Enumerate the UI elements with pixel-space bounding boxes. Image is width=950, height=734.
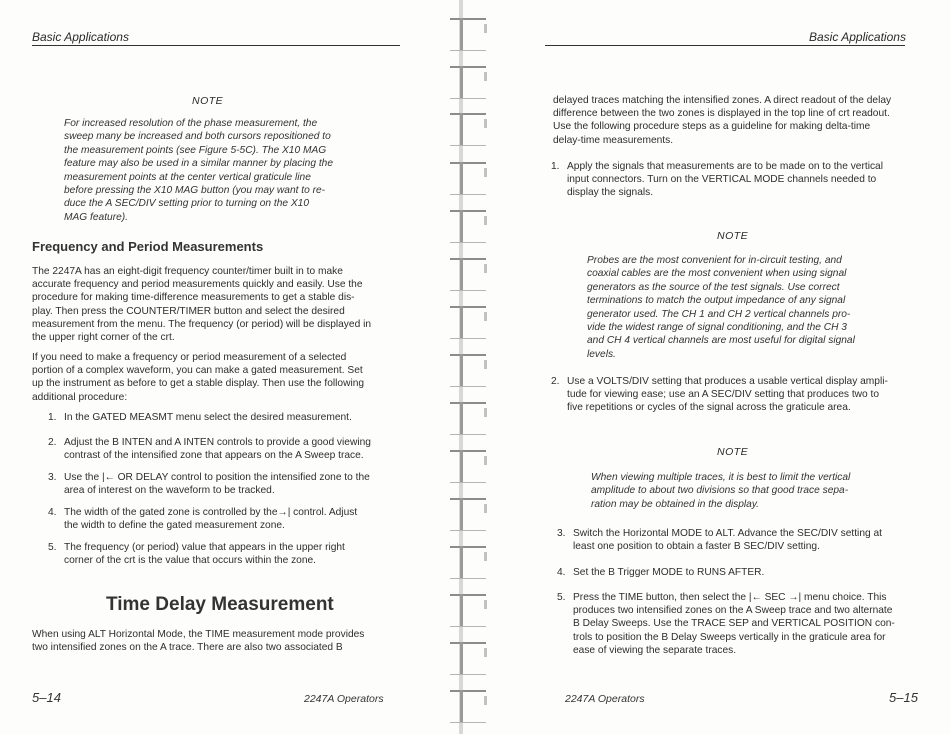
right-note-2-title: NOTE <box>717 446 749 458</box>
left-running-header: Basic Applications <box>32 30 129 44</box>
right-step-5 <box>557 591 938 657</box>
binding-ring <box>450 498 486 531</box>
binding-ring <box>450 210 486 243</box>
binding-ring <box>450 594 486 627</box>
note-line: coaxial cables are the most convenient when using signal <box>587 268 847 280</box>
step-line: The width of the gated zone is controlled by the→| control. Adjust <box>64 507 358 518</box>
step-number: 1. <box>48 412 57 423</box>
step-line: Apply the signals that measurements are to be made on to the vertical <box>567 161 883 172</box>
left-page-number: 5–14 <box>32 690 61 705</box>
step-line: The frequency (or period) value that appears in the upper right <box>64 542 345 553</box>
step-line: least one position to obtain a faster B SEC/DIV setting. <box>573 541 820 553</box>
right-header-rule <box>545 45 905 46</box>
step-line: five repetitions or cycles of the signal across the graticule area. <box>567 402 851 414</box>
binding-ring <box>450 18 486 51</box>
step-number: 3. <box>557 528 566 539</box>
left-note-title: NOTE <box>192 95 224 107</box>
note-line: MAG feature). <box>64 211 128 223</box>
step-number: 4. <box>557 567 566 578</box>
note-line: When viewing multiple traces, it is best to limit the vertical <box>591 472 851 483</box>
binding-ring <box>450 113 486 146</box>
note-line: the measurement points (see Figure 5-5C). The X10 MAG <box>64 144 327 156</box>
note-line: terminations to match the output impedance of any signal <box>587 295 846 307</box>
paragraph-line: Use the following procedure steps as a guideline for making delta-time <box>553 121 871 133</box>
paragraph-line: If you need to make a frequency or period measurement of a selected <box>32 352 347 363</box>
note-line: vide the widest range of signal conditioning, and the CH 3 <box>587 322 847 334</box>
step-line: input connectors. Turn on the VERTICAL MODE channels needed to <box>567 174 877 186</box>
paragraph-line: procedure for making time-difference measurements to get a stable dis- <box>32 292 355 304</box>
binding-ring <box>450 546 486 579</box>
right-note-2-body <box>591 471 901 511</box>
step-3 <box>48 471 404 497</box>
frequency-period-heading: Frequency and Period Measurements <box>32 239 264 254</box>
step-line: corner of the crt is the value that occurs within the zone. <box>64 555 316 567</box>
time-delay-paragraph <box>32 628 407 654</box>
step-number: 1. <box>551 161 560 172</box>
step-line: ease of viewing the separate traces. <box>573 644 737 656</box>
right-step-4 <box>557 566 933 579</box>
paragraph-line: accurate frequency and period measurements quickly and easily. Use the <box>32 279 363 291</box>
binding-ring <box>450 306 486 339</box>
gated-paragraph <box>32 351 407 404</box>
right-step-2 <box>551 375 927 415</box>
step-5 <box>48 541 404 567</box>
binding-ring <box>450 354 486 387</box>
step-line: display the signals. <box>567 187 654 199</box>
note-line: sweep many be increased and both cursors repositioned to <box>64 131 331 143</box>
step-line: Use the |← OR DELAY control to position the intensified zone to the <box>64 472 370 483</box>
right-step-3 <box>557 527 933 553</box>
paragraph-line: two intensified zones on the A trace. There are also two associated B <box>32 642 343 654</box>
binding-ring <box>450 258 486 291</box>
step-number: 3. <box>48 472 57 483</box>
note-line: amplitude to about two divisions so that good trace sepa- <box>591 485 849 497</box>
binding-ring <box>450 402 486 435</box>
step-line: Switch the Horizontal MODE to ALT. Advance the SEC/DIV setting at <box>573 528 882 539</box>
paragraph-line: portion of a complex waveform, you can make a gated measurement. Set <box>32 365 363 377</box>
note-line: generators as the source of the test signals. Use correct <box>587 281 840 293</box>
step-line: trols to position the B Delay Sweeps vertically in the graticule area for <box>573 631 886 643</box>
paragraph-line: delayed traces matching the intensified zones. A direct readout of the delay <box>553 95 892 106</box>
right-running-header: Basic Applications <box>809 30 906 44</box>
step-line: Press the TIME button, then select the |← SEC →| menu choice. This <box>573 592 887 603</box>
binding-ring <box>450 642 486 675</box>
step-line: Use a VOLTS/DIV setting that produces a usable vertical display ampli- <box>567 376 888 387</box>
note-line: and CH 4 vertical channels are most useful for digital signal <box>587 335 855 347</box>
right-note-1-title: NOTE <box>717 230 749 242</box>
frequency-paragraph <box>32 265 407 344</box>
paragraph-line: play. Then press the COUNTER/TIMER button and select the desired <box>32 305 345 317</box>
step-line: area of interest on the waveform to be tracked. <box>64 485 275 497</box>
paragraph-line: delay-time measurements. <box>553 134 674 146</box>
paragraph-line: additional procedure: <box>32 391 128 403</box>
right-intro-paragraph <box>553 94 913 147</box>
note-line: For increased resolution of the phase measurement, the <box>64 118 318 129</box>
step-number: 4. <box>48 507 57 518</box>
binding-ring <box>450 162 486 195</box>
paragraph-line: measurement from the menu. The frequency (or period) will be displayed in <box>32 318 371 330</box>
step-line: contrast of the intensified zone that appears on the A Sweep trace. <box>64 450 364 462</box>
paragraph-line: The 2247A has an eight-digit frequency counter/timer built in to make <box>32 266 343 277</box>
step-line: tude for viewing ease; use an A SEC/DIV setting that produces two to <box>567 389 880 401</box>
note-line: measurement points at the center vertical graticule line <box>64 171 311 183</box>
step-number: 2. <box>551 376 560 387</box>
time-delay-heading: Time Delay Measurement <box>106 594 334 615</box>
note-line: generator used. The CH 1 and CH 2 vertical channels pro- <box>587 308 851 320</box>
step-line: In the GATED MEASMT menu select the desired measurement. <box>64 412 352 423</box>
right-page-number: 5–15 <box>889 690 918 705</box>
step-line: Set the B Trigger MODE to RUNS AFTER. <box>573 567 765 578</box>
step-1 <box>48 411 404 424</box>
step-2 <box>48 436 404 462</box>
left-header-rule <box>32 45 400 46</box>
step-number: 2. <box>48 437 57 448</box>
right-step-1 <box>551 160 917 200</box>
paragraph-line: the upper right corner of the crt. <box>32 332 175 344</box>
note-line: before pressing the X10 MAG button (you may want to re- <box>64 185 326 197</box>
note-line: Probes are the most convenient for in-circuit testing, and <box>587 255 842 266</box>
binding-ring <box>450 690 486 723</box>
right-page <box>495 0 950 734</box>
step-4 <box>48 506 404 532</box>
step-number: 5. <box>557 592 566 603</box>
step-line: the width to define the gated measurement zone. <box>64 520 285 532</box>
paragraph-line: When using ALT Horizontal Mode, the TIME measurement mode provides <box>32 629 365 640</box>
step-line: B Delay Sweeps. Use the TRACE SEP and VERTICAL POSITION con- <box>573 618 895 630</box>
step-line: produces two intensified zones on the A Sweep trace and two alternate <box>573 605 893 617</box>
paragraph-line: difference between the two zones is displayed in the top line of crt readout. <box>553 108 890 120</box>
left-page <box>0 0 445 734</box>
right-footer-title: 2247A Operators <box>565 693 645 705</box>
paragraph-line: up the instrument as before to get a stable display. Then use the following <box>32 378 365 390</box>
step-line: Adjust the B INTEN and A INTEN controls to provide a good viewing <box>64 437 371 448</box>
note-line: duce the A SEC/DIV setting prior to turning on the X10 <box>64 198 310 210</box>
left-footer-title: 2247A Operators <box>304 693 384 705</box>
note-line: feature may also be used in a similar manner by placing the <box>64 158 333 170</box>
note-line: levels. <box>587 348 616 360</box>
binding-ring <box>450 66 486 99</box>
step-number: 5. <box>48 542 57 553</box>
left-note-body <box>64 117 384 224</box>
note-line: ration may be obtained in the display. <box>591 498 760 510</box>
spiral-binding <box>440 0 500 734</box>
right-note-1-body <box>587 254 897 361</box>
binding-ring <box>450 450 486 483</box>
